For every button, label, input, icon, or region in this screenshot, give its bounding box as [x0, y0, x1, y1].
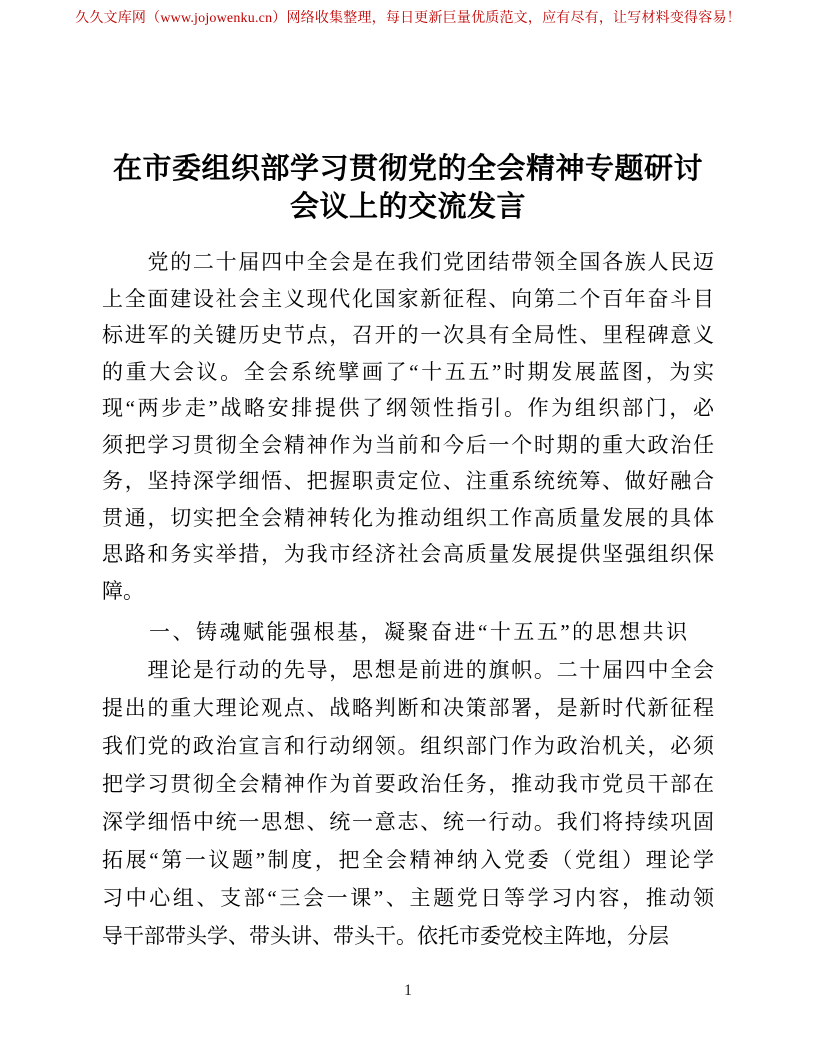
text-line: 导干部带头学、带头讲、带头干。依托市委党校主阵地，分层 [102, 924, 669, 948]
text-line: 务，坚持深学细悟、把握职责定位、注重系统统筹、做好融合 [102, 469, 714, 493]
text-line: 贯通，切实把全会精神转化为推动组织工作高质量发展的具体 [102, 505, 714, 530]
document-title-line-1: 在市委组织部学习贯彻党的全会精神专题研讨 [112, 153, 703, 185]
text-line: 党的二十届四中全会是在我们党团结带领全国各族人民迈 [102, 250, 714, 274]
text-line: 理论是行动的先导，思想是前进的旗帜。二十届四中全会 [102, 658, 714, 682]
body-paragraph [102, 244, 714, 609]
text-line: 现“两步走”战略安排提供了纲领性指引。作为组织部门，必 [102, 396, 714, 420]
text-line: 障。 [102, 578, 144, 603]
text-line: 我们党的政治宣言和行动纲领。组织部门作为政治机关，必须 [102, 734, 714, 758]
site-watermark-header: 久久文库网（www.jojowenku.cn）网络收集整理，每日更新巨量优质范文，应有尽有，让写材料变得容易！ [75, 11, 741, 26]
text-line: 拓展“第一议题”制度，把全会精神纳入党委（党组）理论学 [102, 848, 714, 872]
text-line: 提出的重大理论观点、战略判断和决策部署，是新时代新征程 [102, 696, 714, 720]
body-paragraph [102, 651, 714, 955]
document-content [102, 150, 714, 955]
text-line: 一、铸魂赋能强根基，凝聚奋进“十五五”的思想共识 [102, 620, 690, 644]
text-line: 的重大会议。全会系统擘画了“十五五”时期发展蓝图，为实 [102, 359, 714, 384]
document-paragraphs [102, 244, 714, 955]
text-line: 深学细悟中统一思想、统一意志、统一行动。我们将持续巩固 [102, 810, 714, 834]
text-line: 上全面建设社会主义现代化国家新征程、向第二个百年奋斗目 [102, 286, 714, 311]
text-line: 须把学习贯彻全会精神作为当前和今后一个时期的重大政治任 [102, 432, 714, 457]
page-number: 1 [404, 982, 412, 999]
document-title-line-2: 会议上的交流发言 [289, 191, 526, 223]
text-line: 思路和务实举措，为我市经济社会高质量发展提供坚强组织保 [102, 542, 714, 566]
document-title [102, 150, 714, 226]
text-line: 标进军的关键历史节点，召开的一次具有全局性、里程碑意义 [102, 323, 714, 347]
text-line: 把学习贯彻全会精神作为首要政治任务，推动我市党员干部在 [102, 772, 714, 796]
text-line: 习中心组、支部“三会一课”、主题党日等学习内容，推动领 [102, 886, 714, 910]
section-heading [102, 614, 714, 651]
